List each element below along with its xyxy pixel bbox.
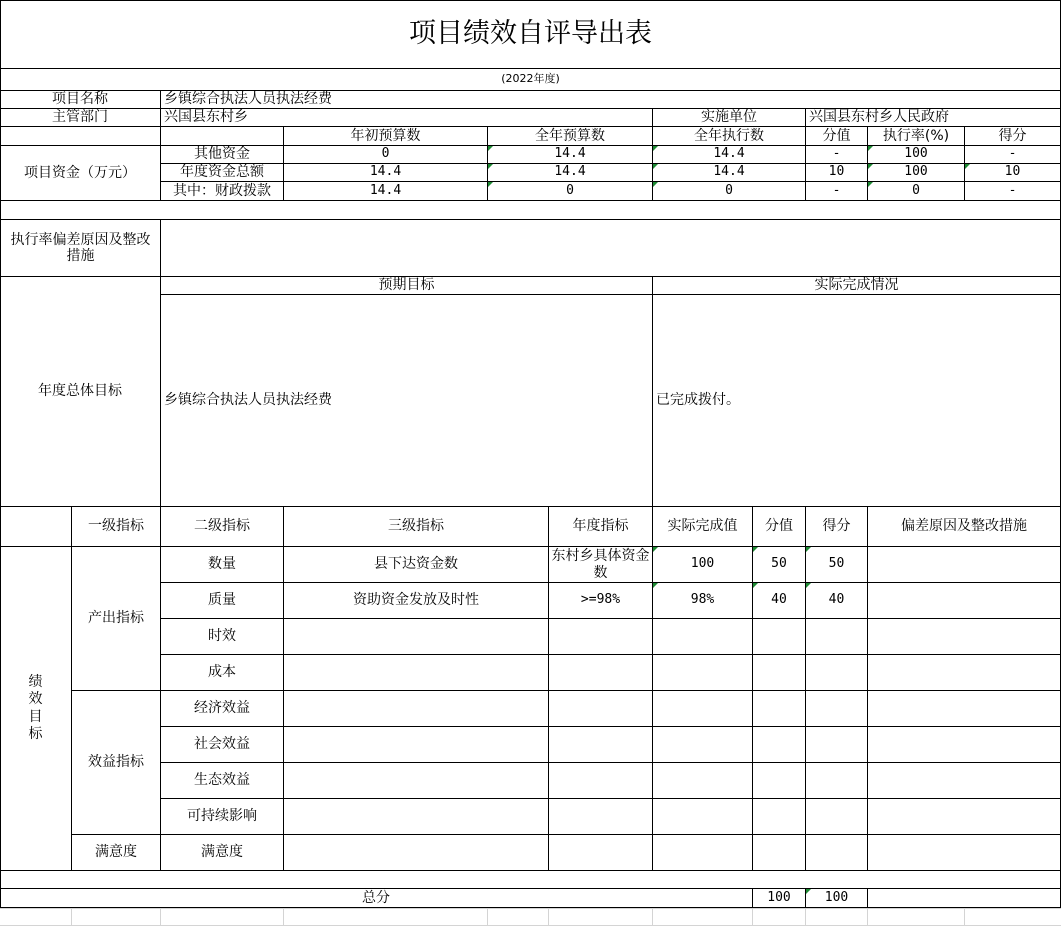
funds-cell[interactable]: 14.4 [554, 146, 586, 162]
dept-value[interactable]: 兴国县东村乡 [164, 109, 248, 126]
funds-header: 全年执行数 [694, 127, 764, 144]
cell-flag-icon [806, 547, 811, 552]
level3-cell[interactable]: 资助资金发放及时性 [353, 592, 479, 609]
funds-header: 分值 [822, 127, 851, 144]
actual-status-text[interactable]: 已完成拨付。 [656, 392, 740, 409]
expected-goal-header: 预期目标 [378, 277, 435, 294]
funds-cell[interactable]: 14.4 [369, 164, 402, 180]
level3-cell[interactable]: 县下达资金数 [374, 556, 458, 573]
funds-cell[interactable]: 100 [904, 146, 928, 162]
year-label: (2022年度) [501, 72, 560, 86]
level2-cell: 成本 [208, 664, 236, 681]
funds-cell[interactable]: 14.4 [554, 164, 586, 180]
sheet-gridline [71, 908, 72, 926]
funds-group-label: 项目资金（万元） [24, 164, 136, 181]
cell-flag-icon [653, 182, 658, 187]
actual-value-cell[interactable]: 100 [690, 556, 715, 572]
deviation-value[interactable] [161, 220, 1060, 276]
sheet-gridline [548, 908, 549, 926]
cell-flag-icon [868, 146, 873, 151]
actual-value-cell[interactable]: 98% [690, 592, 715, 608]
level1-satisfaction: 满意度 [95, 844, 137, 861]
annual-target-cell[interactable]: 东村乡具体资金数 [551, 548, 650, 581]
level2-cell: 社会效益 [194, 736, 250, 753]
indicator-header: 得分 [822, 518, 851, 535]
funds-cell[interactable]: 14.4 [369, 182, 402, 198]
funds-cell[interactable]: - [1008, 146, 1017, 162]
cell-flag-icon [488, 164, 493, 169]
deviation-label: 执行率偏差原因及整改措施 [10, 231, 151, 264]
cell-flag-icon [753, 583, 758, 588]
indicator-header: 分值 [765, 518, 793, 535]
level2-cell: 经济效益 [194, 700, 250, 717]
impl-value[interactable]: 兴国县东村乡人民政府 [809, 109, 949, 126]
funds-cell[interactable]: 0 [912, 182, 920, 198]
level1-benefit: 效益指标 [88, 754, 144, 771]
funds-row-label: 其他资金 [194, 146, 250, 163]
cell-flag-icon [653, 583, 658, 588]
page-title: 项目绩效自评导出表 [409, 18, 652, 50]
funds-cell[interactable]: - [832, 182, 841, 198]
indicator-header: 三级指标 [388, 518, 444, 535]
sheet-gridline [160, 908, 161, 926]
funds-row-label: 其中：财政拨款 [173, 182, 271, 199]
score-value-cell[interactable]: 40 [771, 592, 787, 608]
cell-flag-icon [806, 889, 811, 894]
score-cell[interactable]: 50 [828, 556, 845, 572]
level2-cell: 生态效益 [194, 772, 250, 789]
level2-cell: 数量 [208, 556, 236, 573]
funds-cell[interactable]: - [832, 146, 841, 162]
actual-status-header: 实际完成情况 [814, 277, 899, 294]
funds-cell[interactable]: 0 [566, 182, 574, 198]
sheet-gridline [805, 908, 806, 926]
performance-goal-label: 绩 效 目 标 [28, 673, 43, 742]
cell-flag-icon [488, 146, 493, 151]
funds-cell[interactable]: - [1008, 182, 1017, 198]
level1-output: 产出指标 [88, 610, 144, 627]
expected-goal-text[interactable]: 乡镇综合执法人员执法经费 [164, 392, 332, 409]
total-score-value[interactable]: 100 [767, 889, 791, 905]
sheet-gridline [487, 908, 488, 926]
cell-flag-icon [806, 583, 811, 588]
cell-flag-icon [653, 146, 658, 151]
project-name-value[interactable]: 乡镇综合执法人员执法经费 [164, 91, 332, 108]
level2-cell: 时效 [208, 628, 236, 645]
impl-label: 实施单位 [701, 109, 757, 126]
total-label: 总分 [362, 889, 390, 906]
sheet-gridline [867, 908, 868, 926]
sheet-gridline [752, 908, 753, 926]
sheet-gridline [964, 908, 965, 926]
indicator-header: 二级指标 [194, 518, 250, 535]
funds-cell[interactable]: 14.4 [713, 146, 745, 162]
cell-flag-icon [868, 164, 873, 169]
sheet-gridline [652, 908, 653, 926]
cell-flag-icon [488, 182, 493, 187]
funds-cell[interactable]: 14.4 [713, 164, 745, 180]
funds-cell[interactable]: 100 [904, 164, 928, 180]
indicator-header: 一级指标 [88, 518, 144, 535]
score-value-cell[interactable]: 50 [771, 556, 787, 572]
funds-header: 年初预算数 [350, 127, 421, 144]
score-cell[interactable]: 40 [828, 592, 845, 608]
cell-flag-icon [653, 547, 658, 552]
funds-cell[interactable]: 0 [381, 146, 390, 162]
indicator-header: 实际完成值 [667, 518, 738, 535]
cell-flag-icon [965, 164, 970, 169]
dept-label: 主管部门 [52, 109, 108, 126]
funds-row-label: 年度资金总额 [180, 164, 264, 181]
annual-goal-label: 年度总体目标 [38, 383, 122, 400]
level2-cell: 质量 [208, 592, 236, 609]
cell-flag-icon [653, 164, 658, 169]
level2-cell: 可持续影响 [187, 808, 257, 825]
funds-header: 得分 [998, 127, 1027, 144]
reason-cell[interactable] [868, 547, 1060, 582]
annual-target-cell[interactable]: >=98% [580, 592, 621, 608]
level2-cell: 满意度 [201, 844, 243, 861]
reason-cell[interactable] [868, 583, 1060, 618]
funds-header: 执行率(%) [882, 127, 950, 144]
total-score[interactable]: 100 [824, 889, 849, 905]
funds-cell[interactable]: 10 [828, 164, 845, 180]
indicator-header: 年度指标 [572, 518, 629, 535]
cell-flag-icon [753, 547, 758, 552]
cell-flag-icon [868, 182, 873, 187]
funds-cell[interactable]: 10 [1004, 164, 1021, 180]
funds-cell[interactable]: 0 [725, 182, 733, 198]
indicator-header: 偏差原因及整改措施 [901, 518, 1027, 535]
funds-header: 全年预算数 [535, 127, 605, 144]
sheet-gridline [283, 908, 284, 926]
project-name-label: 项目名称 [52, 91, 108, 108]
